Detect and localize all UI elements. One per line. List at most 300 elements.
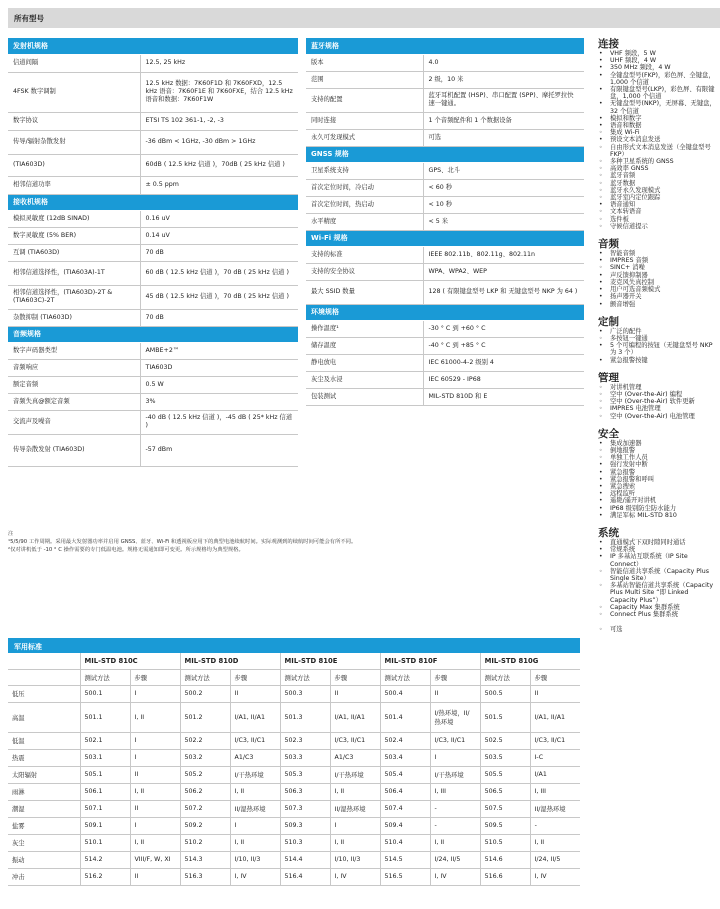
spec-value: < 60 秒 [423,179,584,196]
mil-step-value: I, IV [430,868,480,885]
optional-bullet-icon: ◦ [599,454,603,462]
mil-method-value: 503.4 [380,749,430,766]
tx-spec-row [8,130,298,154]
mil-method-value: 502.2 [180,732,230,749]
spec-label: 永久可发现模式 [306,129,423,146]
mil-step-value: II [130,766,180,783]
mil-step-label: 步骤 [130,669,180,685]
standard-bullet-icon: • [599,553,603,561]
mil-step-value: I/A1, II/A1 [530,702,580,732]
spec-label: 灰尘及水浸 [306,371,423,388]
feature-text: 全键盘型号(FKP)，彩色屏、全键盘，1,000 个信道 [610,71,715,86]
feature-item [598,357,716,364]
feature-item [598,264,716,271]
mil-step-value: I/C3, II/C1 [530,732,580,749]
mil-step-value: A1/C3 [330,749,380,766]
optional-bullet-icon: ◦ [599,334,603,342]
feature-text: VHF 频段，5 W [610,50,656,57]
wifi-spec-row [306,280,584,304]
spec-value: AMBE+2™ [140,342,298,359]
standard-bullet-icon: • [599,497,603,505]
spec-value: ETSI TS 102 361-1, -2, -3 [140,112,298,130]
mil-step-value: II [130,800,180,817]
mil-method-value: 509.1 [80,817,130,834]
spec-label: 相邻信道功率 [8,176,140,194]
bt-spec-row [306,54,584,71]
spec-label: 同时连接 [306,112,423,129]
footnote-label: 注 [8,531,14,537]
standard-bullet-icon: • [599,57,603,65]
bt-spec-row [306,129,584,146]
mil-step-value: - [530,817,580,834]
spec-value: IEEE 802.11b、802.11g、802.11n [423,246,584,263]
optional-legend-text: 可选 [610,626,623,634]
feature-section-title: 音频 [598,238,619,251]
optional-bullet-icon: ◦ [599,383,603,391]
mil-step-value: I, III [430,783,480,800]
standard-bullet-icon: • [599,482,603,490]
mil-step-value: I, II [230,834,280,851]
mil-corner-cell [8,653,80,669]
mil-step-value: I, IV [230,868,280,885]
spec-label: 额定音频 [8,376,140,393]
feature-item [598,187,716,194]
mil-test-name: 热震 [8,749,80,766]
env-section-header [306,304,584,320]
spec-value: 0.5 W [140,376,298,393]
tx-spec-row [8,54,298,72]
optional-bullet-icon: ◦ [599,158,603,166]
standard-bullet-icon: • [599,136,603,144]
spec-value: 45 dB ( 12.5 kHz 信道 )，70 dB ( 25 kHz 信道 ) [140,285,298,309]
mil-method-value: 501.4 [380,702,430,732]
feature-text: 扬声器开关 [610,293,642,301]
mil-corner-cell [8,669,80,685]
standard-bullet-icon: • [599,461,603,469]
spec-label: 杂散抑制 (TIA603D) [8,309,140,326]
spec-label: 传导杂散发射 (TIA603D) [8,434,140,466]
mil-step-value: I, II [330,834,380,851]
spec-value: IEC 60529 - IP68 [423,371,584,388]
feature-item [598,413,716,420]
feature-text: 空中 (Over-the-Air) 软件更新 [610,398,695,406]
mil-method-value: 500.5 [480,685,530,702]
feature-text: 集成加速器 [610,439,642,447]
mil-method-value: 505.1 [80,766,130,783]
optional-bullet-icon: ◦ [599,412,603,420]
mil-standard-name: MIL-STD 810C [80,653,180,669]
mil-test-name: 潮湿 [8,800,80,817]
feature-item [598,611,716,618]
mil-method-value: 514.6 [480,851,530,868]
spec-value: -36 dBm < 1GHz, -30 dBm > 1GHz [140,130,298,154]
feature-text: 守候信道提示 [610,222,648,230]
optional-bullet-icon: ◦ [599,179,603,187]
mil-method-value: 510.3 [280,834,330,851]
optional-bullet-icon: ◦ [599,208,603,216]
spec-label: 支持的安全协议 [306,263,423,280]
feature-item [598,216,716,223]
mil-step-value: I, II [130,783,180,800]
feature-text: 350 MHz 频段，4 W [610,64,671,72]
bt-section-title: 蓝牙规格 [306,38,584,54]
standard-bullet-icon: • [599,64,603,72]
mil-method-value: 500.1 [80,685,130,702]
standard-bullet-icon: • [599,100,603,108]
mil-step-value: II/湿热环境 [230,800,280,817]
optional-bullet-icon: ◦ [599,186,603,194]
optional-bullet-icon: ◦ [599,567,603,575]
mil-method-value: 507.1 [80,800,130,817]
feature-item [598,279,716,286]
mil-step-value: I [330,817,380,834]
spec-value: 3% [140,393,298,410]
mil-step-value: I [130,685,180,702]
mil-method-value: 510.1 [80,834,130,851]
feature-text: 多基站智能信道共享系统（Capacity Plus Multi Site “即 Linked Capacity Plus”） [610,582,714,604]
mil-test-name: 振动 [8,851,80,868]
standard-bullet-icon: • [599,271,603,279]
feature-text: 模拟和数字 [610,114,642,122]
spec-value: WPA、WPA2、WEP [423,263,584,280]
mil-standard-name: MIL-STD 810D [180,653,280,669]
feature-text: 用户可选音频模式 [610,286,661,294]
standard-bullet-icon: • [599,293,603,301]
feature-section-list [598,328,716,364]
feature-text: 蓝牙室内定位跟踪 [610,194,661,202]
feature-text: SINC+ 消噪 [610,264,645,272]
feature-text: IP68 级别防尘防水能力 [610,504,677,512]
feature-text: 蓝牙音频 [610,172,636,180]
mil-test-row [8,800,580,817]
tx-section-header [8,38,298,54]
mil-method-value: 500.4 [380,685,430,702]
mil-method-label: 测试方法 [380,669,430,685]
mil-step-value: I/C3, II/C1 [430,732,480,749]
spec-label: 首次定位时间，热启动 [306,196,423,213]
mil-standards-row [8,653,580,669]
feature-section-title: 安全 [598,427,619,440]
mil-method-value: 516.6 [480,868,530,885]
feature-item [598,208,716,215]
mil-method-value: 506.2 [180,783,230,800]
spec-value: < 10 秒 [423,196,584,213]
spec-value: 128 ( 有限键盘型号 LKP 和 无键盘型号 NKP 为 64 ) [423,280,584,304]
mil-step-value: II [530,685,580,702]
mil-method-value: 501.5 [480,702,530,732]
standard-bullet-icon: • [599,356,603,364]
feature-text: 紧急搜索 [610,482,636,490]
spec-label: 数字协议 [8,112,140,130]
audio-section-header [8,326,298,342]
mil-method-value: 509.4 [380,817,430,834]
spec-label: 静电放电 [306,354,423,371]
mil-step-value: II [430,685,480,702]
mil-test-name: 高温 [8,702,80,732]
spec-label: 储存温度 [306,337,423,354]
feature-item [598,405,716,412]
spec-value: 0.16 uV [140,210,298,227]
mil-method-value: 510.2 [180,834,230,851]
env-spec-row [306,354,584,371]
rx-spec-row [8,244,298,261]
feature-text: 倒地报警 [610,446,636,454]
audio-spec-row [8,342,298,359]
mil-step-value: II [130,868,180,885]
mil-step-value: I/A1 [530,766,580,783]
mil-step-value: I, II [130,834,180,851]
feature-text: 蓝牙永久发现模式 [610,186,661,194]
spec-label: 最大 SSID 数量 [306,280,423,304]
mil-method-value: 502.5 [480,732,530,749]
feature-item [598,476,716,483]
spec-label: 互调 (TIA603D) [8,244,140,261]
optional-bullet-icon: ◦ [599,222,603,230]
mil-method-value: 505.2 [180,766,230,783]
optional-bullet-icon: ◦ [599,264,603,272]
mil-test-row [8,749,580,766]
mil-step-value: - [430,817,480,834]
tx-spec-row [8,176,298,194]
mil-method-value: 509.5 [480,817,530,834]
wifi-section-header [306,230,584,246]
spec-value: GPS、北斗 [423,162,584,179]
spec-value: -57 dBm [140,434,298,466]
spec-label: 支持的标准 [306,246,423,263]
right-spec-table [306,38,584,406]
feature-text: 强行发射中断 [610,461,648,469]
spec-value: 12.5, 25 kHz [140,54,298,72]
feature-text: 文本转语音 [610,208,642,216]
mil-step-value: I-C [530,749,580,766]
feature-item [598,582,716,604]
mil-step-value: I/C3, II/C1 [230,732,280,749]
optional-legend-item [598,626,716,633]
mil-method-value: 501.1 [80,702,130,732]
spec-value: MIL-STD 810D 和 E [423,388,584,405]
spec-value: < 5 米 [423,213,584,230]
spec-value: 4.0 [423,54,584,71]
feature-text: 无键盘型号(NKP)，无屏幕、无键盘，32 个信道 [610,100,716,115]
rx-spec-row [8,261,298,285]
feature-text: 语音通知 [610,201,636,209]
feature-item [598,301,716,308]
feature-item [598,384,716,391]
gnss-spec-row [306,162,584,179]
feature-text: IMPRES 电池管理 [610,405,661,413]
mil-step-value: A1/C3 [230,749,280,766]
mil-method-value: 506.3 [280,783,330,800]
optional-legend [598,626,716,633]
standard-bullet-icon: • [599,439,603,447]
spec-label: 包装测试 [306,388,423,405]
mil-step-value: I/10, II/3 [230,851,280,868]
feature-text: 集成 Wi-Fi [610,129,640,137]
env-spec-row [306,371,584,388]
mil-step-value: I/24, II/5 [530,851,580,868]
optional-bullet-icon: ◦ [599,611,603,618]
footnote-2: ²仅对讲机低于 -10 ° C 操作需要的专门低温电池。规格无需通知即可变更。所示规格均为典型规格。 [8,547,244,553]
optional-bullet-icon: ◦ [599,390,603,398]
mil-method-value: 507.5 [480,800,530,817]
env-section-title: 环境规格 [306,304,584,320]
spec-value: ± 0.5 ppm [140,176,298,194]
mil-step-value: I/热环境，II/热环境 [430,702,480,732]
feature-item [598,293,716,300]
feature-section-list [598,50,716,230]
rx-spec-row [8,309,298,326]
mil-method-value: 516.5 [380,868,430,885]
mil-method-label: 测试方法 [480,669,530,685]
spec-label: 音频响应 [8,359,140,376]
feature-text: Capacity Max 集群系统 [610,603,680,611]
mil-step-value: I [430,749,480,766]
feature-text: 单独工作人员 [610,454,648,462]
feature-text: Connect Plus 集群系统 [610,611,679,618]
feature-item [598,505,716,512]
spec-label: 卫星系统支持 [306,162,423,179]
gnss-spec-row [306,213,584,230]
feature-text: 常规系统 [610,546,636,554]
standard-bullet-icon: • [599,327,603,335]
mil-method-value: 503.5 [480,749,530,766]
feature-item [598,100,716,114]
feature-item [598,115,716,122]
mil-step-value: I/干热环境 [330,766,380,783]
mil-test-row [8,851,580,868]
optional-bullet-icon: ◦ [599,129,603,137]
feature-text: 满足军标 MIL-STD 810 [610,511,677,519]
mil-standard-table [8,653,580,886]
feature-section-title: 连接 [598,38,619,50]
feature-text: 多种卫星系统的 GNSS [610,158,674,166]
mil-method-value: 514.2 [80,851,130,868]
standard-bullet-icon: • [599,490,603,498]
mil-test-name: 低温 [8,732,80,749]
optional-bullet-icon: ◦ [599,626,603,634]
mil-step-value: I/24, II/5 [430,851,480,868]
feature-text: 智能信道共享系统（Capacity Plus Single Site） [610,567,710,582]
optional-bullet-icon: ◦ [599,215,603,223]
mil-test-row [8,766,580,783]
env-spec-row [306,320,584,337]
optional-bullet-icon: ◦ [599,165,603,173]
feature-section-list [598,539,716,618]
mil-step-value: I [130,817,180,834]
spec-value: 60 dB ( 12.5 kHz 信道 )，70 dB ( 25 kHz 信道 ) [140,261,298,285]
feature-text: 选件板 [610,215,629,223]
mil-step-value: I/干热环境 [230,766,280,783]
mil-method-value: 514.5 [380,851,430,868]
feature-item [598,497,716,504]
spec-label: 版本 [306,54,423,71]
mil-test-name: 冲击 [8,868,80,885]
spec-value: 蓝牙耳机配置 (HSP)、串口配置 (SPP)、摩托罗拉快速一键通。 [423,88,584,112]
audio-spec-row [8,393,298,410]
mil-step-value: I/干热环境 [430,766,480,783]
mil-method-value: 505.4 [380,766,430,783]
mil-method-value: 510.4 [380,834,430,851]
spec-value: -40 dB ( 12.5 kHz 信道 )，-45 dB ( 25* kHz 信道 ) [140,410,298,434]
mil-method-value: 502.1 [80,732,130,749]
rx-spec-row [8,227,298,244]
feature-item [598,172,716,179]
mil-method-value: 500.3 [280,685,330,702]
feature-text: 空中 (Over-the-Air) 电池管理 [610,412,695,420]
spec-label: 操作温度¹ [306,320,423,337]
feature-text: 颤音增强 [610,300,636,308]
spec-value: -40 ° C 到 +85 ° C [423,337,584,354]
standard-bullet-icon: • [599,201,603,209]
mil-step-value: I/10, II/3 [330,851,380,868]
spec-value: -30 ° C 到 +60 ° C [423,320,584,337]
feature-item [598,328,716,335]
spec-label: 支持的配置 [306,88,423,112]
mil-method-value: 509.3 [280,817,330,834]
gnss-section-title: GNSS 规格 [306,146,584,162]
feature-item [598,512,716,519]
standard-bullet-icon: • [599,475,603,483]
spec-label: 首次定位时间，冷启动 [306,179,423,196]
standard-bullet-icon: • [599,278,603,286]
mil-method-value: 516.2 [80,868,130,885]
mil-test-row [8,834,580,851]
mil-step-value: I/A1, II/A1 [230,702,280,732]
feature-text: 空中 (Over-the-Air) 编程 [610,390,683,398]
mil-test-name: 太阳辐射 [8,766,80,783]
mil-test-row [8,783,580,800]
mil-step-value: I, II [530,834,580,851]
bt-section-header [306,38,584,54]
mil-method-value: 516.4 [280,868,330,885]
spec-label: 数字声码器类型 [8,342,140,359]
mil-method-label: 测试方法 [80,669,130,685]
mil-step-label: 步骤 [530,669,580,685]
mil-method-value: 505.3 [280,766,330,783]
mil-method-value: 503.1 [80,749,130,766]
mil-method-value: 506.1 [80,783,130,800]
mil-step-value: II [230,685,280,702]
mil-step-label: 步骤 [230,669,280,685]
spec-label: 相邻信道选择性，(TIA603D)-2T & (TIA603C)-2T [8,285,140,309]
mil-step-value: I, II [130,702,180,732]
mil-step-value: I, IV [530,868,580,885]
feature-item [598,272,716,279]
spec-label: 相邻信道选择性，(TIA603A)-1T [8,261,140,285]
spec-label: 交流声及噪音 [8,410,140,434]
standard-bullet-icon: • [599,286,603,294]
mil-method-value: 500.2 [180,685,230,702]
mil-test-row [8,868,580,885]
spec-value: 12.5 kHz 数据：7K60F1D 和 7K60FXD，12.5 kHz 语音：7K60F1E 和 7K60FXE，结合 12.5 kHz 语音和数据：7K60F1W [140,72,298,112]
feature-text: 语音和数据 [610,122,642,130]
audio-spec-row [8,434,298,466]
mil-standard-name: MIL-STD 810E [280,653,380,669]
tx-spec-row [8,72,298,112]
feature-text: 紧急报警和呼叫 [610,475,655,483]
mil-step-value: I [130,732,180,749]
mil-standard-header: 军用标准 [8,638,580,653]
spec-value: 0.14 uV [140,227,298,244]
feature-section-title: 定制 [598,315,619,328]
feature-section-list [598,250,716,308]
feature-text: UHF 频段，4 W [610,57,657,65]
spec-value: 2 级，10 米 [423,71,584,88]
spec-value: TIA603D [140,359,298,376]
optional-bullet-icon: ◦ [599,194,603,202]
feature-item [598,553,716,567]
rx-spec-row [8,210,298,227]
